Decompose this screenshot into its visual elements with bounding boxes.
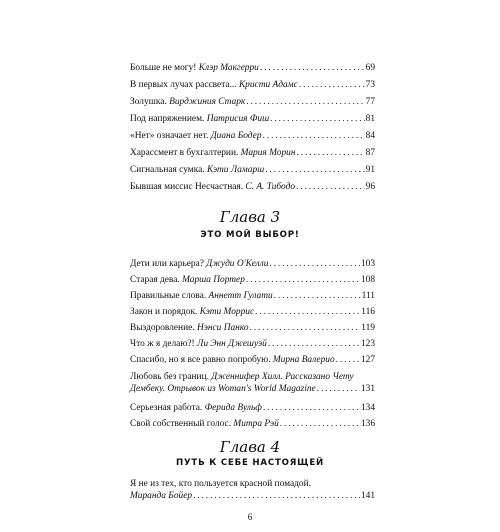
page-number: 6 — [247, 512, 253, 522]
toc-entry: Старая дева. Марша Портер ..... 108 — [130, 274, 375, 286]
toc-entry-page: 141 — [360, 491, 375, 501]
chapter-subtitle: ПУТЬ К СЕБЕ НАСТОЯЩЕЙ — [175, 458, 325, 468]
toc-entry: Выздоровление. Нэнси Панко ..... 119 — [130, 322, 375, 334]
toc-entry: Дети или карьера? Джуди О'Келли ..... 103 — [130, 258, 375, 270]
toc-entry: Правильные слова. Аннетт Гулати ..... 111 — [130, 290, 375, 302]
chapter-subtitle: ЭТО МОЙ ВЫБОР! — [200, 230, 300, 240]
toc-entry: Серьезная работа. Ферида Вульф ..... 134 — [130, 402, 375, 414]
toc-entry: Бывшая миссис Несчастная. С. А. Тибодо ..... 96 — [130, 181, 375, 193]
toc-entry: Свой собственный голос. Митра Рэй ..... 136 — [130, 418, 375, 430]
toc-entry: Сигнальная сумка. Кэти Ламарш ..... 91 — [130, 164, 375, 176]
toc-entry-multiline — [130, 478, 375, 502]
toc-entry: Под напряжением. Патрисия Фиш ..... 81 — [130, 113, 375, 125]
toc-entry: В первых лучах рассвета... Кристи Адамс ..... 73 — [130, 79, 375, 91]
toc-entry-author: Миранда Бойер — [130, 491, 193, 501]
toc-entry: Харассмент в бухгалтерии. Мария Морин ..... 87 — [130, 147, 375, 159]
chapter-title: Глава 3 — [219, 208, 281, 226]
toc-entry: «Нет» означает нет. Диана Бодер ..... 84 — [130, 130, 375, 142]
toc-entry: Что ж я делаю?! Ли Энн Джешуэй ..... 123 — [130, 338, 375, 350]
toc-entry: Золушка. Вирджиния Старк ..... 77 — [130, 96, 375, 108]
toc-entry: Спасибо, но я все равно попробую. Мирна Валерио ..... 127 — [130, 354, 375, 366]
toc-entry-multiline: Любовь без границ. Дженнифер Хилл. Рассказано Чету Дембеку. Отрывок из Woman's World Magazine ..... 131 — [130, 371, 375, 395]
toc-entry: Больше не могу! Клэр Макгерри ..... 69 — [130, 62, 375, 74]
toc-entry: Закон и порядок. Кэти Моррис ..... 116 — [130, 306, 375, 318]
chapter-title: Глава 4 — [219, 438, 281, 456]
toc-entry-title: Я не из тех, кто пользуется красной помадой. — [130, 479, 311, 489]
